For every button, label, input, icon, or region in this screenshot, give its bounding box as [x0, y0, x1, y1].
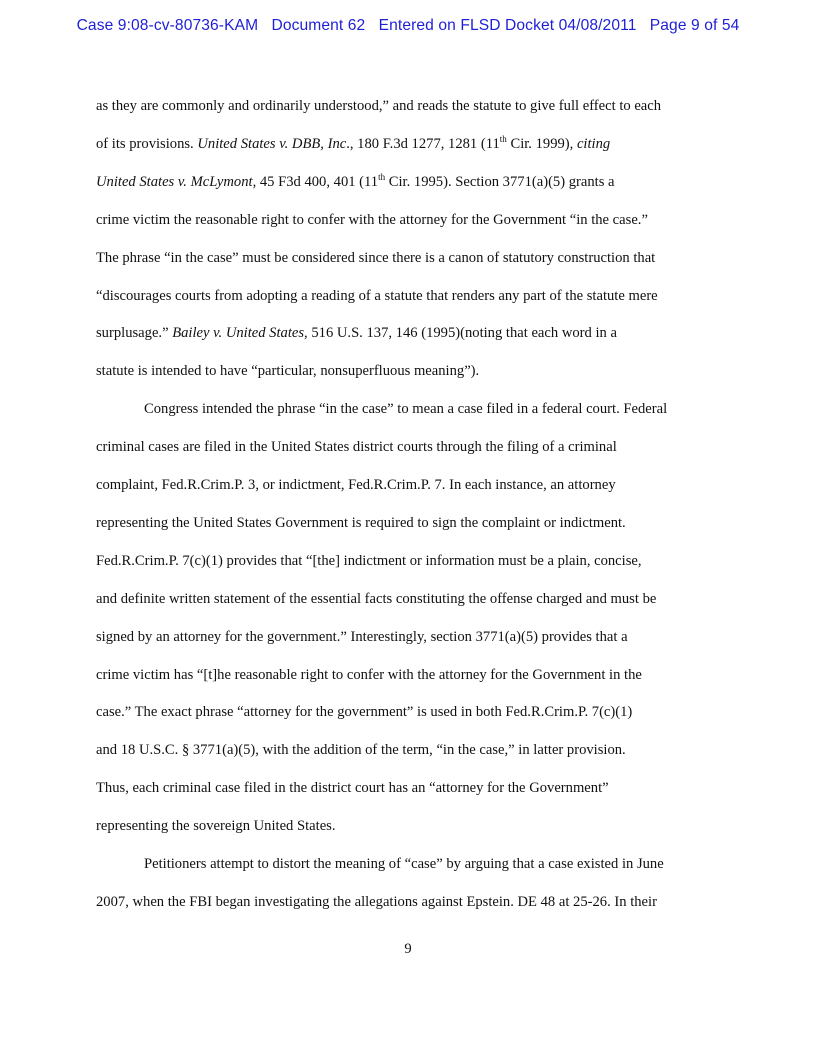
text-segment: criminal cases are filed in the United States district courts through the filing of a criminal: [96, 439, 617, 456]
text-line: [96, 628, 628, 646]
case-citation: citing: [576, 135, 611, 152]
text-line: [96, 590, 656, 608]
text-segment: representing the United States Government is required to sign the complaint or indictment.: [96, 514, 626, 531]
text-segment: Thus, each criminal case filed in the district court has an “attorney for the Government”: [96, 780, 609, 797]
text-segment: as they are commonly and ordinarily understood,” and reads the statute to give full effect to each: [96, 98, 662, 114]
text-segment: and definite written statement of the essential facts constituting the offense charged and must be: [96, 590, 657, 607]
text-line: [96, 514, 626, 532]
text-segment: crime victim the reasonable right to confer with the attorney for the Government “in the case.”: [96, 211, 648, 228]
text-segment: 2007, when the FBI began investigating the allegations against Epstein. DE 48 at 25-26. In their: [96, 893, 657, 910]
case-citation: Bailey v. United States: [172, 325, 305, 342]
text-segment: crime victim has “[t]he reasonable right to confer with the attorney for the Government in the: [96, 666, 642, 683]
text-segment: Cir. 1995). Section 3771(a)(5) grants a: [385, 173, 615, 190]
text-segment: , 516 U.S. 137, 146 (1995)(noting that each word in a: [304, 325, 617, 342]
text-segment: statute is intended to have “particular, nonsuperfluous meaning”).: [96, 363, 480, 380]
text-segment: of its provisions.: [96, 135, 198, 152]
text-line: [96, 438, 617, 456]
text-segment: Petitioners attempt to distort the meaning of “case” by arguing that a case existed in June: [144, 856, 664, 872]
text-line: [96, 211, 648, 229]
page-number: 9: [404, 941, 412, 957]
case-citation: United States v. DBB, Inc: [197, 135, 347, 152]
case-citation: United States v. McLymont: [96, 173, 253, 190]
text-segment: Fed.R.Crim.P. 7(c)(1) provides that “[the] indictment or information must be a plain, concise,: [96, 552, 642, 569]
text-line: [96, 703, 632, 721]
text-line: [96, 249, 655, 267]
ordinal-superscript: th: [378, 171, 386, 182]
text-line: [96, 135, 610, 153]
text-segment: The phrase “in the case” must be considered since there is a canon of statutory construction that: [96, 249, 656, 266]
text-line: [96, 893, 657, 911]
text-line: [96, 552, 642, 570]
text-line: [144, 400, 667, 418]
text-line: [96, 476, 616, 494]
text-segment: signed by an attorney for the government.” Interestingly, section 3771(a)(5) provides that a: [96, 628, 628, 645]
text-line: [96, 97, 661, 115]
text-line: [144, 855, 664, 873]
text-segment: Congress intended the phrase “in the case” to mean a case filed in a federal court. Federal: [144, 401, 668, 418]
ordinal-superscript: th: [499, 133, 507, 144]
text-line: [96, 817, 336, 835]
text-segment: representing the sovereign United States.: [96, 818, 336, 835]
text-line: [96, 287, 658, 305]
text-line: [96, 741, 626, 759]
text-segment: , 45 F3d 400, 401 (11: [252, 173, 379, 190]
text-line: [96, 362, 479, 380]
text-segment: case.” The exact phrase “attorney for the government” is used in both Fed.R.Crim.P. 7(c)(1): [96, 704, 633, 721]
docket-header: Case 9:08-cv-80736-KAM Document 62 Entered on FLSD Docket 04/08/2011 Page 9 of 54: [76, 17, 740, 34]
text-line: [96, 666, 642, 684]
text-segment: ., 180 F.3d 1277, 1281 (11: [346, 135, 500, 152]
text-line: [96, 779, 609, 797]
text-line: [96, 173, 615, 191]
text-segment: complaint, Fed.R.Crim.P. 3, or indictment, Fed.R.Crim.P. 7. In each instance, an attorney: [96, 477, 616, 493]
text-segment: “discourages courts from adopting a reading of a statute that renders any part of the statute mere: [96, 287, 658, 304]
text-line: [96, 324, 617, 342]
text-segment: and 18 U.S.C. § 3771(a)(5), with the addition of the term, “in the case,” in latter provision.: [96, 742, 626, 759]
text-segment: Cir. 1999),: [506, 135, 577, 152]
text-segment: surplusage.”: [96, 325, 173, 342]
